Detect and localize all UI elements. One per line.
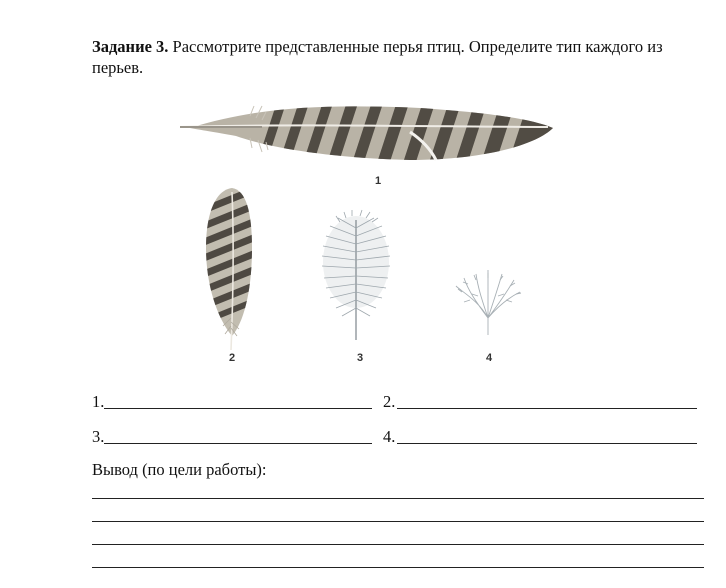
answer-number-1: 1. (92, 392, 105, 411)
conclusion-line-4[interactable] (92, 567, 704, 568)
feather-3 (322, 210, 390, 340)
answer-number-4: 4. (383, 427, 396, 446)
feather-4 (456, 270, 521, 335)
task-label: Задание 3. (92, 37, 169, 56)
answer-field-1[interactable] (104, 408, 372, 409)
answer-number-3: 3. (92, 427, 105, 446)
figure-label-2: 2 (229, 352, 236, 364)
conclusion-line-3[interactable] (92, 544, 704, 545)
answer-field-3[interactable] (104, 443, 372, 444)
conclusion-line-2[interactable] (92, 521, 704, 522)
figure-label-1: 1 (375, 175, 382, 187)
feather-2 (201, 185, 259, 350)
task-text: Рассмотрите представленные перья птиц. Определите тип каждого из перьев. (92, 37, 663, 77)
figure-label-3: 3 (357, 352, 364, 364)
answer-number-2: 2. (383, 392, 396, 411)
conclusion-label: Вывод (по цели работы): (92, 460, 267, 479)
figure-label-4: 4 (486, 352, 493, 364)
answer-field-4[interactable] (397, 443, 697, 444)
feather-1 (180, 91, 570, 179)
answer-field-2[interactable] (397, 408, 697, 409)
conclusion-line-1[interactable] (92, 498, 704, 499)
